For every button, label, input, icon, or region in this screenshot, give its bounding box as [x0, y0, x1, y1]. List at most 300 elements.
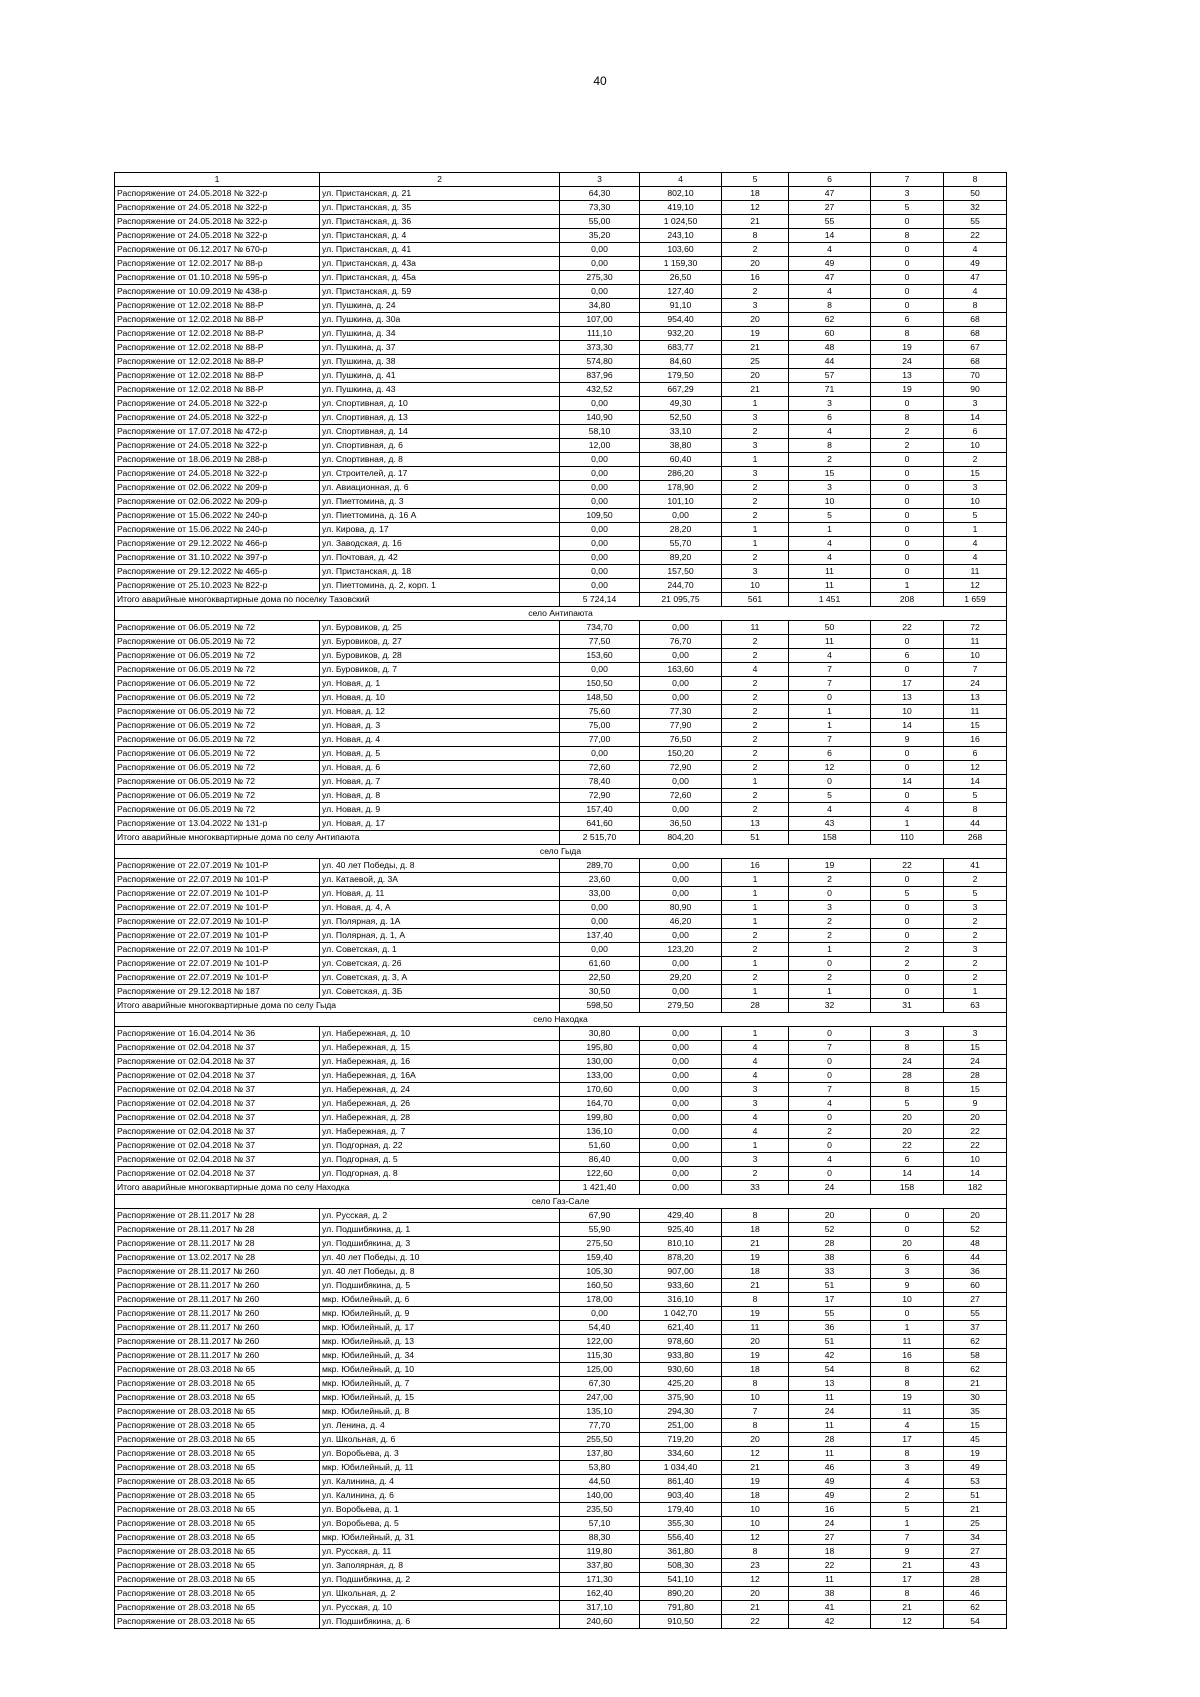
count-cell: 55 [789, 1307, 871, 1321]
count-cell: 4 [789, 537, 871, 551]
count-cell: 12 [722, 1531, 789, 1545]
total-count-cell: 62 [944, 1335, 1007, 1349]
area-cell: 0,00 [640, 509, 722, 523]
count-cell: 8 [871, 229, 944, 243]
address-cell: ул. Советская, д. 26 [320, 957, 560, 971]
count-cell: 20 [722, 313, 789, 327]
address-cell: ул. Пристанская, д. 21 [320, 187, 560, 201]
count-cell: 3 [871, 187, 944, 201]
count-cell: 4 [871, 1475, 944, 1489]
area-cell: 243,10 [640, 229, 722, 243]
table-row [115, 1335, 1007, 1349]
count-cell: 57 [789, 369, 871, 383]
count-cell: 11 [789, 1391, 871, 1405]
area-cell: 136,10 [560, 1125, 640, 1139]
count-cell: 4 [722, 1125, 789, 1139]
total-count-cell: 25 [944, 1517, 1007, 1531]
order-cell: Распоряжение от 28.03.2018 № 65 [115, 1573, 320, 1587]
total-row [115, 1181, 1007, 1195]
table-row [115, 1167, 1007, 1181]
count-cell: 1 [722, 775, 789, 789]
order-cell: Распоряжение от 06.05.2019 № 72 [115, 705, 320, 719]
address-cell: ул. Подшибякина, д. 2 [320, 1573, 560, 1587]
section-title: село Гыда [115, 845, 1007, 859]
table-row [115, 1139, 1007, 1153]
count-cell: 2 [722, 509, 789, 523]
count-cell: 4 [789, 1097, 871, 1111]
count-cell: 24 [871, 355, 944, 369]
count-cell: 36 [789, 1321, 871, 1335]
address-cell: ул. Новая, д. 12 [320, 705, 560, 719]
count-cell: 2 [722, 747, 789, 761]
area-cell: 0,00 [560, 747, 640, 761]
count-cell: 10 [722, 579, 789, 593]
count-cell: 2 [722, 971, 789, 985]
area-cell: 88,30 [560, 1531, 640, 1545]
area-cell: 361,80 [640, 1545, 722, 1559]
count-cell: 2 [722, 677, 789, 691]
count-cell: 2 [722, 243, 789, 257]
order-cell: Распоряжение от 02.04.2018 № 37 [115, 1083, 320, 1097]
total-count-cell: 70 [944, 369, 1007, 383]
area-cell: 26,50 [640, 271, 722, 285]
page-number: 40 [593, 74, 607, 88]
count-cell: 3 [871, 1265, 944, 1279]
address-cell: ул. Набережная, д. 28 [320, 1111, 560, 1125]
area-cell: 160,50 [560, 1279, 640, 1293]
area-cell: 77,00 [560, 733, 640, 747]
count-cell: 22 [789, 1559, 871, 1573]
area-cell: 574,80 [560, 355, 640, 369]
order-cell: Распоряжение от 28.03.2018 № 65 [115, 1545, 320, 1559]
table-row [115, 1209, 1007, 1223]
address-cell: ул. Новая, д. 1 [320, 677, 560, 691]
address-cell: ул. Пушкина, д. 37 [320, 341, 560, 355]
count-cell: 0 [789, 1111, 871, 1125]
count-cell: 6 [871, 649, 944, 663]
address-cell: ул. Воробьева, д. 3 [320, 1447, 560, 1461]
total-count-cell: 8 [944, 299, 1007, 313]
count-cell: 21 [722, 215, 789, 229]
count-cell: 28 [789, 1237, 871, 1251]
count-cell: 1 [722, 901, 789, 915]
count-cell: 8 [871, 327, 944, 341]
count-cell: 3 [722, 1083, 789, 1097]
count-cell: 0 [871, 509, 944, 523]
address-cell: ул. Пушкина, д. 41 [320, 369, 560, 383]
area-cell: 0,00 [560, 579, 640, 593]
count-cell: 17 [871, 1433, 944, 1447]
address-cell: ул. Набережная, д. 24 [320, 1083, 560, 1097]
order-cell: Распоряжение от 02.04.2018 № 37 [115, 1167, 320, 1181]
total-count-cell: 15 [944, 1083, 1007, 1097]
area-cell: 22,50 [560, 971, 640, 985]
count-cell: 3 [789, 901, 871, 915]
area-cell: 0,00 [640, 985, 722, 999]
count-cell: 5 [789, 509, 871, 523]
address-cell: ул. Подшибякина, д. 1 [320, 1223, 560, 1237]
address-cell: ул. Советская, д. 3, А [320, 971, 560, 985]
total-count-cell: 10 [944, 649, 1007, 663]
count-cell: 71 [789, 383, 871, 397]
count-cell: 0 [871, 257, 944, 271]
area-cell: 178,90 [640, 481, 722, 495]
total-count-cell: 46 [944, 1587, 1007, 1601]
table-row [115, 1503, 1007, 1517]
order-cell: Распоряжение от 22.07.2019 № 101-Р [115, 915, 320, 929]
count-cell: 1 [722, 957, 789, 971]
total-count-cell: 20 [944, 1111, 1007, 1125]
area-cell: 29,20 [640, 971, 722, 985]
count-cell: 27 [789, 201, 871, 215]
order-cell: Распоряжение от 02.04.2018 № 37 [115, 1097, 320, 1111]
order-cell: Распоряжение от 28.11.2017 № 260 [115, 1293, 320, 1307]
table-row [115, 1055, 1007, 1069]
area-cell: 111,10 [560, 327, 640, 341]
count-cell: 1 [722, 397, 789, 411]
address-cell: ул. Спортивная, д. 13 [320, 411, 560, 425]
count-cell: 2 [722, 285, 789, 299]
count-cell: 0 [871, 915, 944, 929]
table-row [115, 201, 1007, 215]
table-row [115, 621, 1007, 635]
count-cell: 0 [871, 1209, 944, 1223]
address-cell: ул. Подгорная, д. 5 [320, 1153, 560, 1167]
section-title: село Находка [115, 1013, 1007, 1027]
total-count-cell: 15 [944, 1041, 1007, 1055]
count-cell: 17 [871, 1573, 944, 1587]
area-cell: 0,00 [640, 1041, 722, 1055]
count-cell: 1 [789, 523, 871, 537]
area-cell: 101,10 [640, 495, 722, 509]
total-count-cell: 28 [944, 1069, 1007, 1083]
total-value-cell: 158 [789, 831, 871, 845]
area-cell: 0,00 [640, 1111, 722, 1125]
total-count-cell: 45 [944, 1433, 1007, 1447]
count-cell: 7 [789, 677, 871, 691]
count-cell: 25 [722, 355, 789, 369]
table-row [115, 397, 1007, 411]
total-value-cell: 5 724,14 [560, 593, 640, 607]
total-label: Итого аварийные многоквартирные дома по селу Находка [115, 1181, 320, 1195]
count-cell: 19 [722, 1349, 789, 1363]
order-cell: Распоряжение от 12.02.2018 № 88-Р [115, 383, 320, 397]
count-cell: 2 [722, 803, 789, 817]
table-row [115, 187, 1007, 201]
area-cell: 35,20 [560, 229, 640, 243]
count-cell: 3 [722, 411, 789, 425]
count-cell: 19 [871, 1391, 944, 1405]
count-cell: 3 [722, 1097, 789, 1111]
area-cell: 133,00 [560, 1069, 640, 1083]
count-cell: 19 [871, 383, 944, 397]
area-cell: 0,00 [560, 943, 640, 957]
count-cell: 1 [789, 705, 871, 719]
total-count-cell: 4 [944, 285, 1007, 299]
count-cell: 14 [871, 775, 944, 789]
order-cell: Распоряжение от 02.04.2018 № 37 [115, 1111, 320, 1125]
count-cell: 11 [789, 1573, 871, 1587]
table-row [115, 355, 1007, 369]
area-cell: 334,60 [640, 1447, 722, 1461]
address-cell: мкр. Юбилейный, д. 11 [320, 1461, 560, 1475]
total-count-cell: 3 [944, 481, 1007, 495]
area-cell: 0,00 [560, 397, 640, 411]
total-count-cell: 13 [944, 691, 1007, 705]
order-cell: Распоряжение от 24.05.2018 № 322-р [115, 215, 320, 229]
count-cell: 0 [871, 761, 944, 775]
area-cell: 55,90 [560, 1223, 640, 1237]
area-cell: 0,00 [640, 1027, 722, 1041]
count-cell: 2 [722, 649, 789, 663]
total-value-cell: 51 [722, 831, 789, 845]
table-row [115, 1265, 1007, 1279]
count-cell: 2 [722, 635, 789, 649]
total-count-cell: 21 [944, 1503, 1007, 1517]
order-cell: Распоряжение от 06.05.2019 № 72 [115, 719, 320, 733]
count-cell: 19 [722, 1475, 789, 1489]
area-cell: 0,00 [640, 1055, 722, 1069]
area-cell: 195,80 [560, 1041, 640, 1055]
area-cell: 36,50 [640, 817, 722, 831]
area-cell: 337,80 [560, 1559, 640, 1573]
total-value-cell: 32 [789, 999, 871, 1013]
count-cell: 0 [871, 985, 944, 999]
count-cell: 2 [722, 1167, 789, 1181]
area-cell: 0,00 [560, 495, 640, 509]
total-count-cell: 22 [944, 229, 1007, 243]
area-cell: 355,30 [640, 1517, 722, 1531]
order-cell: Распоряжение от 06.05.2019 № 72 [115, 775, 320, 789]
count-cell: 13 [871, 369, 944, 383]
area-cell: 127,40 [640, 285, 722, 299]
order-cell: Распоряжение от 02.04.2018 № 37 [115, 1041, 320, 1055]
area-cell: 30,50 [560, 985, 640, 999]
order-cell: Распоряжение от 22.07.2019 № 101-Р [115, 929, 320, 943]
count-cell: 21 [722, 1279, 789, 1293]
count-cell: 60 [789, 327, 871, 341]
area-cell: 84,60 [640, 355, 722, 369]
total-count-cell: 2 [944, 453, 1007, 467]
area-cell: 0,00 [560, 663, 640, 677]
order-cell: Распоряжение от 24.05.2018 № 322-р [115, 201, 320, 215]
total-count-cell: 36 [944, 1265, 1007, 1279]
count-cell: 2 [722, 705, 789, 719]
order-cell: Распоряжение от 28.11.2017 № 260 [115, 1335, 320, 1349]
table-row [115, 551, 1007, 565]
address-cell: ул. Набережная, д. 16 [320, 1055, 560, 1069]
area-cell: 0,00 [560, 1307, 640, 1321]
order-cell: Распоряжение от 28.03.2018 № 65 [115, 1517, 320, 1531]
total-row [115, 831, 1007, 845]
order-cell: Распоряжение от 02.04.2018 № 37 [115, 1125, 320, 1139]
area-cell: 0,00 [560, 901, 640, 915]
table-row [115, 509, 1007, 523]
area-cell: 72,90 [560, 789, 640, 803]
area-cell: 122,60 [560, 1167, 640, 1181]
count-cell: 0 [789, 887, 871, 901]
area-cell: 91,10 [640, 299, 722, 313]
total-count-cell: 6 [944, 425, 1007, 439]
area-cell: 0,00 [640, 691, 722, 705]
address-cell: ул. Полярная, д. 1А [320, 915, 560, 929]
area-cell: 130,00 [560, 1055, 640, 1069]
total-label: Итого аварийные многоквартирные дома по селу Гыда [115, 999, 320, 1013]
count-cell: 0 [871, 1223, 944, 1237]
count-cell: 2 [871, 957, 944, 971]
order-cell: Распоряжение от 28.03.2018 № 65 [115, 1559, 320, 1573]
area-cell: 890,20 [640, 1587, 722, 1601]
count-cell: 2 [722, 929, 789, 943]
table-row [115, 1377, 1007, 1391]
order-cell: Распоряжение от 12.02.2018 № 88-Р [115, 327, 320, 341]
area-cell: 275,30 [560, 271, 640, 285]
total-count-cell: 30 [944, 1391, 1007, 1405]
count-cell: 15 [789, 467, 871, 481]
area-cell: 150,20 [640, 747, 722, 761]
count-cell: 0 [871, 971, 944, 985]
area-cell: 0,00 [640, 887, 722, 901]
area-cell: 0,00 [560, 523, 640, 537]
count-cell: 21 [722, 1461, 789, 1475]
total-count-cell: 62 [944, 1363, 1007, 1377]
area-cell: 33,00 [560, 887, 640, 901]
table-row [115, 1587, 1007, 1601]
order-cell: Распоряжение от 28.11.2017 № 260 [115, 1265, 320, 1279]
order-cell: Распоряжение от 13.04.2022 № 131-р [115, 817, 320, 831]
count-cell: 2 [722, 495, 789, 509]
total-value-cell: 110 [871, 831, 944, 845]
table-row [115, 579, 1007, 593]
address-cell: ул. Советская, д. 3Б [320, 985, 560, 999]
count-cell: 0 [871, 551, 944, 565]
table-row [115, 817, 1007, 831]
order-cell: Распоряжение от 15.06.2022 № 240-р [115, 523, 320, 537]
count-cell: 2 [722, 481, 789, 495]
address-cell: ул. Новая, д. 10 [320, 691, 560, 705]
address-cell: мкр. Юбилейный, д. 6 [320, 1293, 560, 1307]
count-cell: 13 [722, 817, 789, 831]
total-count-cell: 2 [944, 929, 1007, 943]
count-cell: 2 [722, 733, 789, 747]
table-row [115, 747, 1007, 761]
count-cell: 16 [722, 859, 789, 873]
area-cell: 930,60 [640, 1363, 722, 1377]
table-row [115, 677, 1007, 691]
total-value-cell: 28 [722, 999, 789, 1013]
table-row [115, 1573, 1007, 1587]
count-cell: 0 [789, 691, 871, 705]
area-cell: 49,30 [640, 397, 722, 411]
address-cell: ул. Пристанская, д. 45а [320, 271, 560, 285]
count-cell: 20 [871, 1125, 944, 1139]
count-cell: 0 [871, 663, 944, 677]
table-row [115, 1083, 1007, 1097]
count-cell: 2 [871, 1489, 944, 1503]
count-cell: 0 [789, 1167, 871, 1181]
count-cell: 0 [871, 397, 944, 411]
count-cell: 8 [722, 229, 789, 243]
count-cell: 2 [789, 915, 871, 929]
column-number-1: 1 [115, 173, 320, 187]
address-cell: ул. Авиационная, д. 6 [320, 481, 560, 495]
count-cell: 20 [722, 1433, 789, 1447]
table-row [115, 1069, 1007, 1083]
order-cell: Распоряжение от 22.07.2019 № 101-Р [115, 901, 320, 915]
table-row [115, 271, 1007, 285]
table-row [115, 1405, 1007, 1419]
area-cell: 933,80 [640, 1349, 722, 1363]
total-count-cell: 52 [944, 1223, 1007, 1237]
count-cell: 62 [789, 313, 871, 327]
count-cell: 8 [722, 1209, 789, 1223]
count-cell: 18 [789, 1545, 871, 1559]
count-cell: 17 [789, 1293, 871, 1307]
count-cell: 18 [722, 1489, 789, 1503]
address-cell: ул. Подшибякина, д. 3 [320, 1237, 560, 1251]
area-cell: 52,50 [640, 411, 722, 425]
count-cell: 2 [722, 943, 789, 957]
table-row [115, 1349, 1007, 1363]
count-cell: 22 [871, 621, 944, 635]
table-row [115, 1321, 1007, 1335]
area-cell: 925,40 [640, 1223, 722, 1237]
table-row [115, 1111, 1007, 1125]
address-cell: ул. Пушкина, д. 38 [320, 355, 560, 369]
address-cell: ул. Новая, д. 5 [320, 747, 560, 761]
address-cell: ул. Полярная, д. 1, А [320, 929, 560, 943]
total-count-cell: 54 [944, 1615, 1007, 1629]
area-cell: 375,90 [640, 1391, 722, 1405]
order-cell: Распоряжение от 06.05.2019 № 72 [115, 691, 320, 705]
table-row [115, 1237, 1007, 1251]
total-count-cell: 55 [944, 215, 1007, 229]
total-count-cell: 35 [944, 1405, 1007, 1419]
area-cell: 170,60 [560, 1083, 640, 1097]
total-count-cell: 10 [944, 1153, 1007, 1167]
address-cell: ул. Строителей, д. 17 [320, 467, 560, 481]
count-cell: 7 [871, 1531, 944, 1545]
total-count-cell: 44 [944, 817, 1007, 831]
area-cell: 123,20 [640, 943, 722, 957]
address-cell: ул. Набережная, д. 7 [320, 1125, 560, 1139]
area-cell: 0,00 [560, 481, 640, 495]
address-cell: ул. Спортивная, д. 8 [320, 453, 560, 467]
count-cell: 23 [722, 1559, 789, 1573]
area-cell: 61,60 [560, 957, 640, 971]
area-cell: 115,30 [560, 1349, 640, 1363]
area-cell: 954,40 [640, 313, 722, 327]
area-cell: 978,60 [640, 1335, 722, 1349]
order-cell: Распоряжение от 06.05.2019 № 72 [115, 621, 320, 635]
count-cell: 10 [722, 1503, 789, 1517]
area-cell: 621,40 [640, 1321, 722, 1335]
total-count-cell: 21 [944, 1377, 1007, 1391]
area-cell: 247,00 [560, 1391, 640, 1405]
count-cell: 4 [722, 1055, 789, 1069]
area-cell: 903,40 [640, 1489, 722, 1503]
count-cell: 11 [871, 1335, 944, 1349]
count-cell: 8 [871, 1041, 944, 1055]
order-cell: Распоряжение от 28.11.2017 № 28 [115, 1237, 320, 1251]
area-cell: 86,40 [560, 1153, 640, 1167]
order-cell: Распоряжение от 22.07.2019 № 101-Р [115, 971, 320, 985]
total-count-cell: 68 [944, 355, 1007, 369]
count-cell: 0 [871, 271, 944, 285]
address-cell: ул. Пушкина, д. 30а [320, 313, 560, 327]
area-cell: 317,10 [560, 1601, 640, 1615]
count-cell: 7 [789, 733, 871, 747]
